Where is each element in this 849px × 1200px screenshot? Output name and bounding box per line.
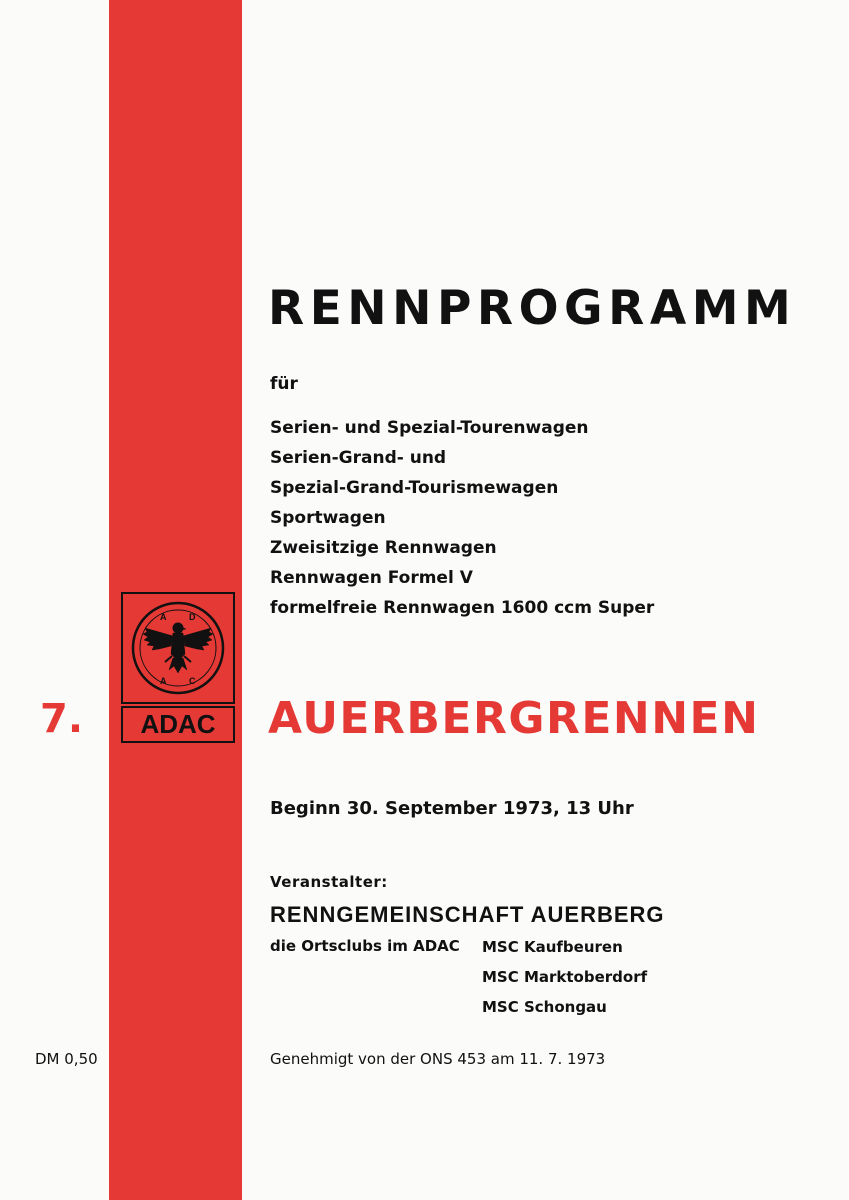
edition-number: 7. — [40, 696, 84, 742]
race-class-item: Rennwagen Formel V — [270, 568, 473, 588]
event-title: AUERBERGRENNEN — [268, 693, 760, 744]
race-class-item: Serien-Grand- und — [270, 448, 447, 468]
adac-logo-text: ADAC — [121, 706, 235, 743]
race-class-item: Spezial-Grand-Tourismewagen — [270, 478, 559, 498]
club-item: MSC Marktoberdorf — [482, 968, 648, 986]
emblem-letter: A — [160, 676, 167, 686]
emblem-letter: C — [189, 676, 196, 686]
club-item: MSC Kaufbeuren — [482, 938, 623, 956]
club-list — [482, 937, 647, 1027]
emblem-letter: A — [160, 612, 167, 622]
start-date-time: Beginn 30. September 1973, 13 Uhr — [270, 798, 634, 819]
race-class-item: Serien- und Spezial-Tourenwagen — [270, 418, 589, 438]
race-class-item: Zweisitzige Rennwagen — [270, 538, 497, 558]
approval-note: Genehmigt von der ONS 453 am 11. 7. 1973 — [270, 1050, 606, 1068]
for-label: für — [270, 374, 298, 394]
race-class-item: Sportwagen — [270, 508, 386, 528]
eagle-emblem-icon — [121, 592, 235, 704]
adac-logo — [121, 592, 235, 743]
organizer-name: RENNGEMEINSCHAFT AUERBERG — [270, 902, 665, 927]
club-item: MSC Schongau — [482, 998, 607, 1016]
race-class-list — [270, 413, 654, 623]
clubs-intro: die Ortsclubs im ADAC — [270, 937, 460, 955]
emblem-letter: D — [189, 612, 196, 622]
page-title: RENNPROGRAMM — [268, 281, 797, 336]
organizer-label: Veranstalter: — [270, 873, 388, 891]
price: DM 0,50 — [35, 1050, 98, 1068]
race-class-item: formelfreie Rennwagen 1600 ccm Super — [270, 598, 655, 618]
